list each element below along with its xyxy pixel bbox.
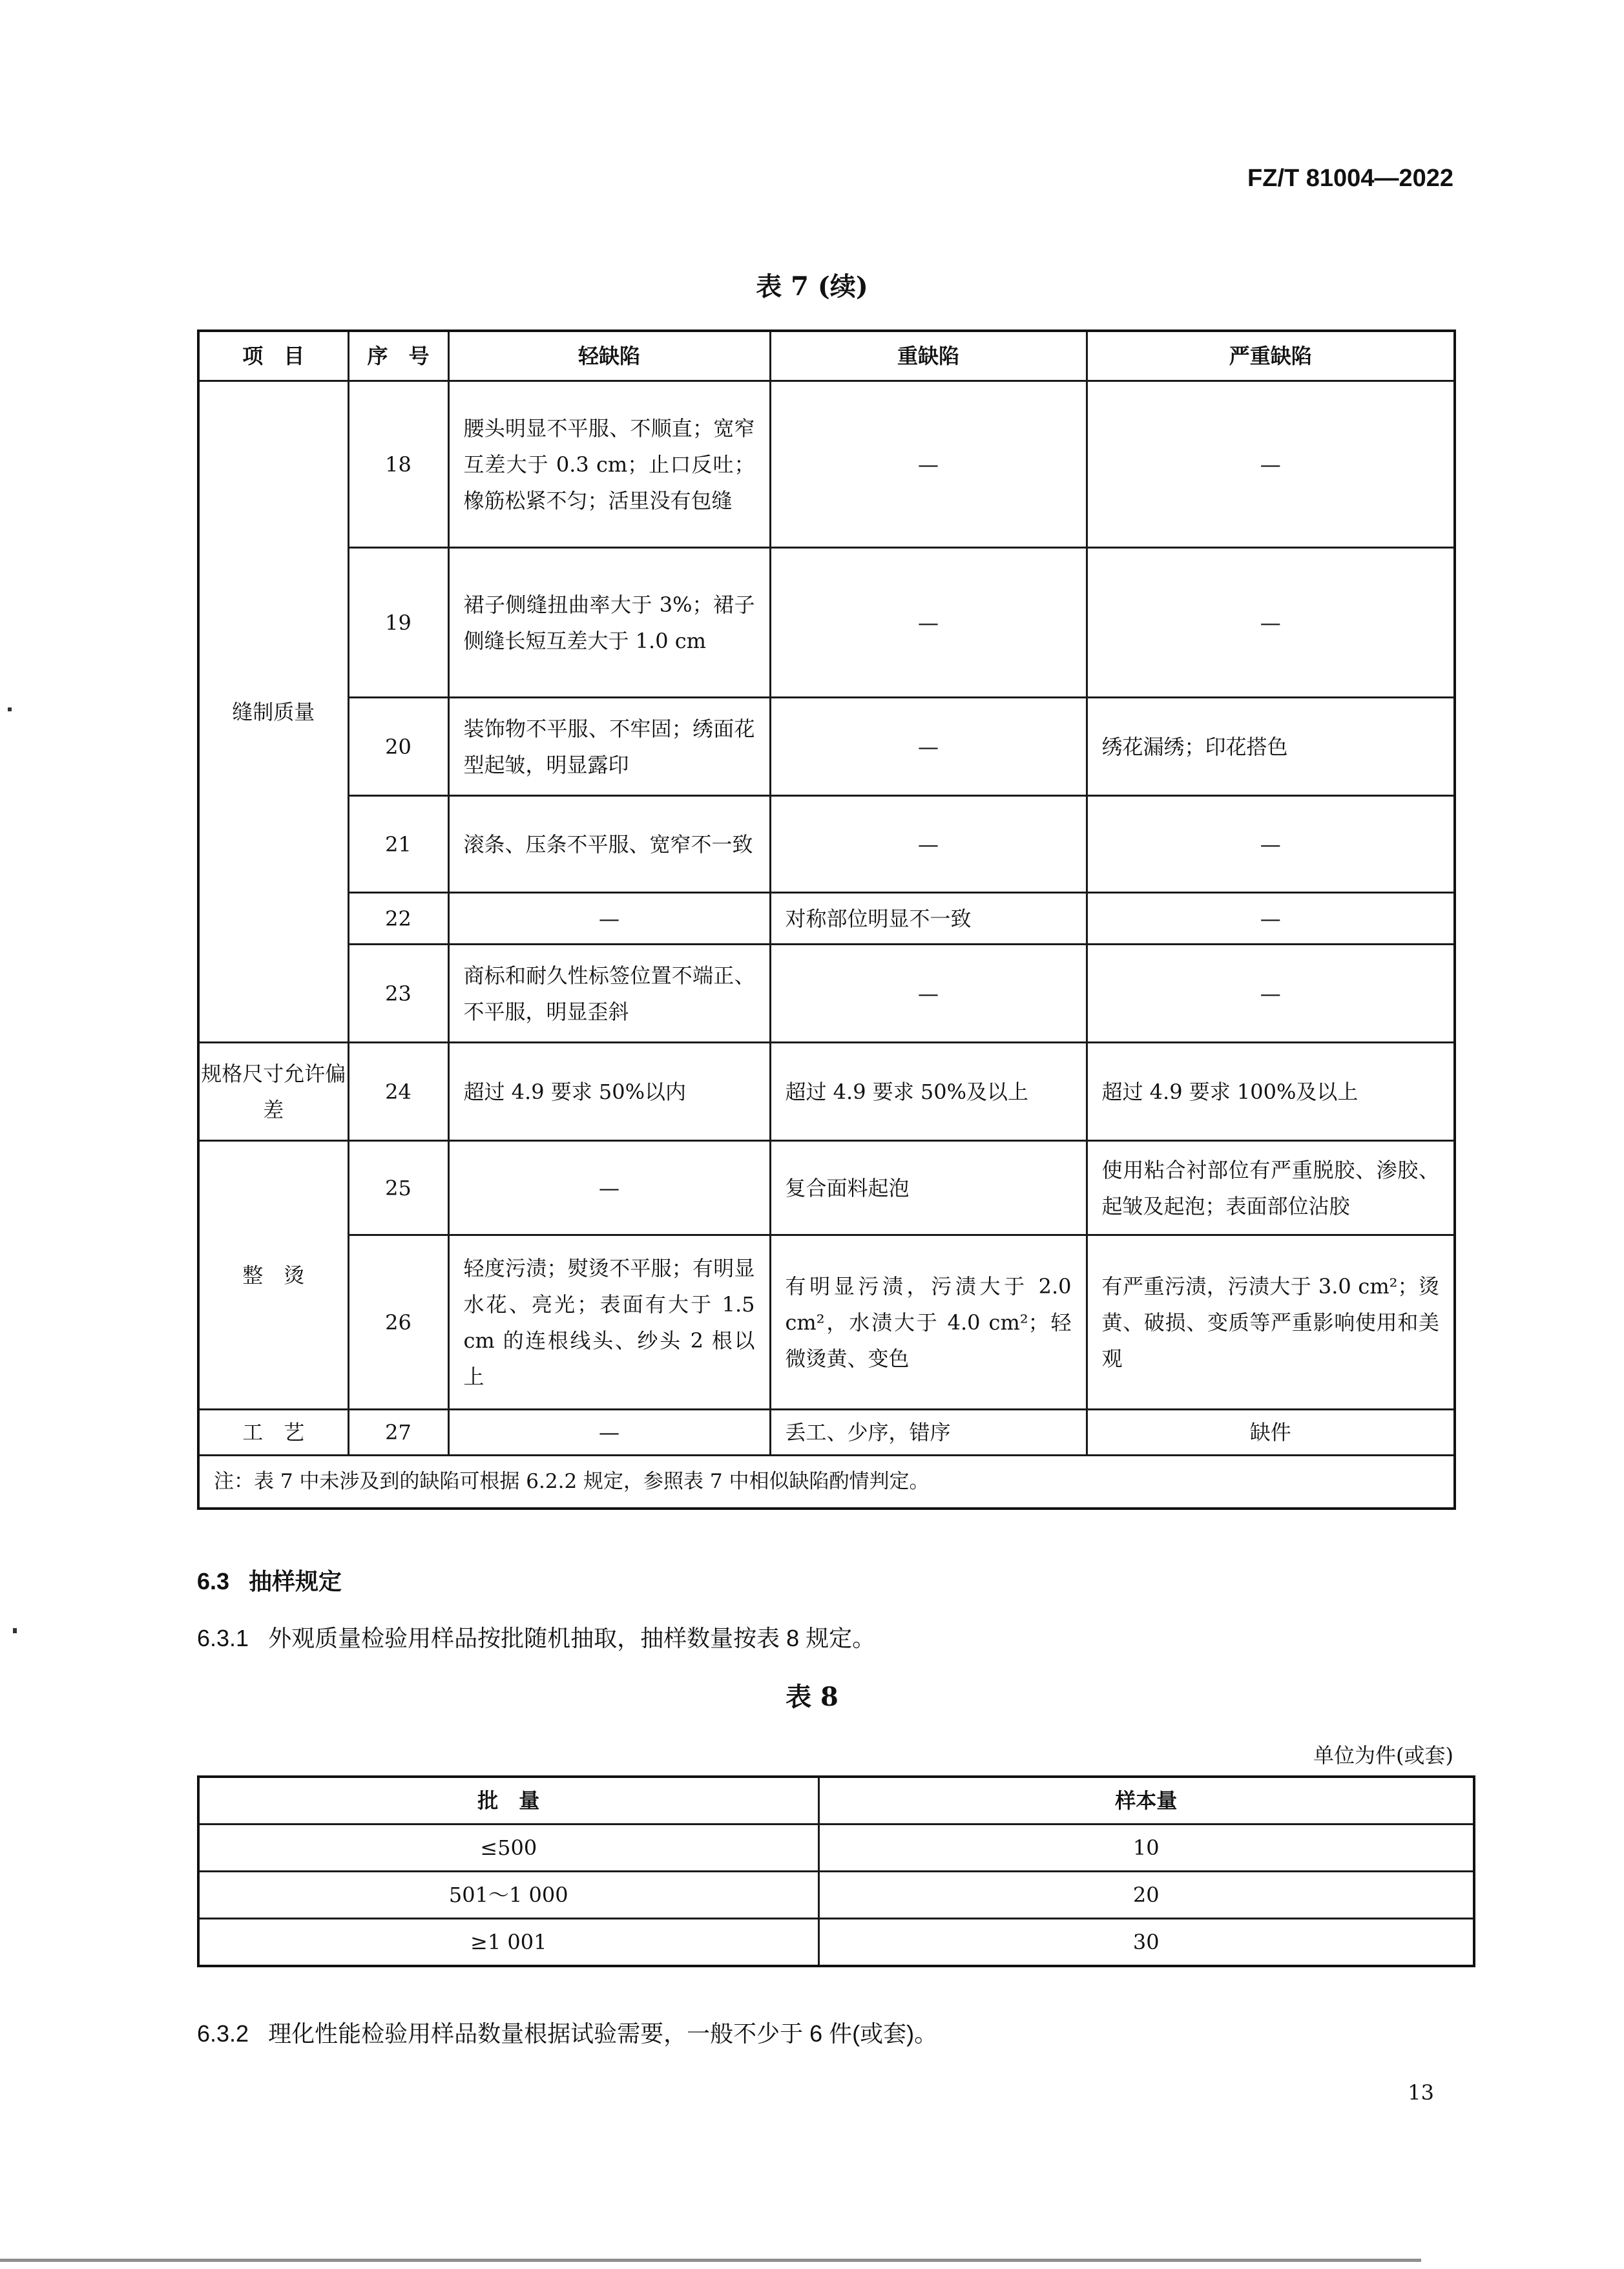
row-number: 22	[348, 893, 448, 945]
header-batch: 批 量	[198, 1777, 818, 1825]
table-row	[198, 1141, 1455, 1235]
clause-text: 外观质量检验用样品按批随机抽取，抽样数量按表 8 规定。	[268, 1625, 876, 1651]
header-major-defect: 重缺陷	[770, 331, 1087, 381]
sampling-table	[197, 1775, 1475, 1967]
row-number: 26	[348, 1235, 448, 1410]
table-row	[198, 1872, 1474, 1919]
table-row	[198, 1410, 1455, 1456]
section-title: 抽样规定	[249, 1568, 342, 1595]
row-number: 21	[348, 796, 448, 893]
batch-cell: 501～1 000	[198, 1872, 818, 1919]
table-row	[198, 1043, 1455, 1141]
table-row	[198, 1235, 1455, 1410]
critical-cell: 缺件	[1087, 1410, 1455, 1456]
critical-cell: 超过 4.9 要求 100%及以上	[1087, 1043, 1455, 1141]
major-cell: —	[770, 796, 1087, 893]
major-cell: 超过 4.9 要求 50%及以上	[770, 1043, 1087, 1141]
minor-cell: —	[448, 893, 770, 945]
minor-cell: —	[448, 1410, 770, 1456]
batch-cell: ≥1 001	[198, 1919, 818, 1967]
category-pressing: 整 烫	[198, 1141, 348, 1410]
major-cell: —	[770, 548, 1087, 698]
table-row	[198, 945, 1455, 1043]
minor-cell: 装饰物不平服、不牢固；绣面花型起皱，明显露印	[448, 698, 770, 796]
scan-edge-line	[0, 2259, 1421, 2262]
major-cell: 有明显污渍，污渍大于 2.0 cm²，水渍大于 4.0 cm²；轻微烫黄、变色	[770, 1235, 1087, 1410]
table-row	[198, 1825, 1474, 1872]
critical-cell: —	[1087, 548, 1455, 698]
clause-6-3-1	[197, 1620, 875, 1653]
major-cell: 对称部位明显不一致	[770, 893, 1087, 945]
table-7-title: 表 7 (续)	[756, 271, 868, 302]
row-number: 23	[348, 945, 448, 1043]
table-row	[198, 796, 1455, 893]
minor-cell: 裙子侧缝扭曲率大于 3%；裙子侧缝长短互差大于 1.0 cm	[448, 548, 770, 698]
critical-cell: 绣花漏绣；印花搭色	[1087, 698, 1455, 796]
critical-cell: 有严重污渍，污渍大于 3.0 cm²；烫黄、破损、变质等严重影响使用和美观	[1087, 1235, 1455, 1410]
table-8-title: 表 8	[786, 1682, 838, 1712]
header-critical-defect: 严重缺陷	[1087, 331, 1455, 381]
minor-cell: 超过 4.9 要求 50%以内	[448, 1043, 770, 1141]
clause-6-3-2	[197, 2016, 937, 2049]
row-number: 24	[348, 1043, 448, 1141]
major-cell: —	[770, 945, 1087, 1043]
table-note: 注：表 7 中未涉及到的缺陷可根据 6.2.2 规定，参照表 7 中相似缺陷酌情判定。	[198, 1456, 1455, 1509]
category-sewing: 缝制质量	[198, 381, 348, 1043]
major-cell: —	[770, 381, 1087, 548]
row-number: 20	[348, 698, 448, 796]
section-number: 6.3	[197, 1568, 230, 1595]
header-minor-defect: 轻缺陷	[448, 331, 770, 381]
unit-note: 单位为件(或套)	[1313, 1743, 1453, 1768]
critical-cell: —	[1087, 796, 1455, 893]
table-row	[198, 698, 1455, 796]
clause-number: 6.3.1	[197, 1625, 249, 1651]
section-6-3-heading	[197, 1563, 342, 1596]
minor-cell: 滚条、压条不平服、宽窄不一致	[448, 796, 770, 893]
table-row	[198, 893, 1455, 945]
critical-cell: —	[1087, 893, 1455, 945]
critical-cell: —	[1087, 381, 1455, 548]
clause-text: 理化性能检验用样品数量根据试验需要，一般不少于 6 件(或套)。	[268, 2020, 938, 2047]
row-number: 19	[348, 548, 448, 698]
header-number: 序 号	[348, 331, 448, 381]
major-cell: —	[770, 698, 1087, 796]
scan-speck	[8, 707, 12, 711]
table-row	[198, 1919, 1474, 1967]
row-number: 27	[348, 1410, 448, 1456]
category-craft: 工 艺	[198, 1410, 348, 1456]
sample-cell: 30	[818, 1919, 1474, 1967]
scan-speck	[13, 1628, 17, 1633]
category-size-tolerance: 规格尺寸允许偏差	[198, 1043, 348, 1141]
defect-table	[197, 329, 1456, 1510]
header-item: 项 目	[198, 331, 348, 381]
row-number: 18	[348, 381, 448, 548]
table-header-row	[198, 1777, 1474, 1825]
minor-cell: 轻度污渍；熨烫不平服；有明显水花、亮光；表面有大于 1.5 cm 的连根线头、纱头 2 根以上	[448, 1235, 770, 1410]
major-cell: 丢工、少序，错序	[770, 1410, 1087, 1456]
table-note-row	[198, 1456, 1455, 1509]
minor-cell: 腰头明显不平服、不顺直；宽窄互差大于 0.3 cm；止口反吐；橡筋松紧不匀；活里没有包缝	[448, 381, 770, 548]
table-row	[198, 381, 1455, 548]
sample-cell: 10	[818, 1825, 1474, 1872]
table-header-row	[198, 331, 1455, 381]
major-cell: 复合面料起泡	[770, 1141, 1087, 1235]
minor-cell: 商标和耐久性标签位置不端正、不平服，明显歪斜	[448, 945, 770, 1043]
minor-cell: —	[448, 1141, 770, 1235]
clause-number: 6.3.2	[197, 2020, 249, 2047]
table-row	[198, 548, 1455, 698]
header-sample-size: 样本量	[818, 1777, 1474, 1825]
critical-cell: —	[1087, 945, 1455, 1043]
row-number: 25	[348, 1141, 448, 1235]
batch-cell: ≤500	[198, 1825, 818, 1872]
page-number: 13	[1408, 2080, 1434, 2105]
critical-cell: 使用粘合衬部位有严重脱胶、渗胶、起皱及起泡；表面部位沾胶	[1087, 1141, 1455, 1235]
sample-cell: 20	[818, 1872, 1474, 1919]
document-id: FZ/T 81004—2022	[1247, 165, 1453, 192]
